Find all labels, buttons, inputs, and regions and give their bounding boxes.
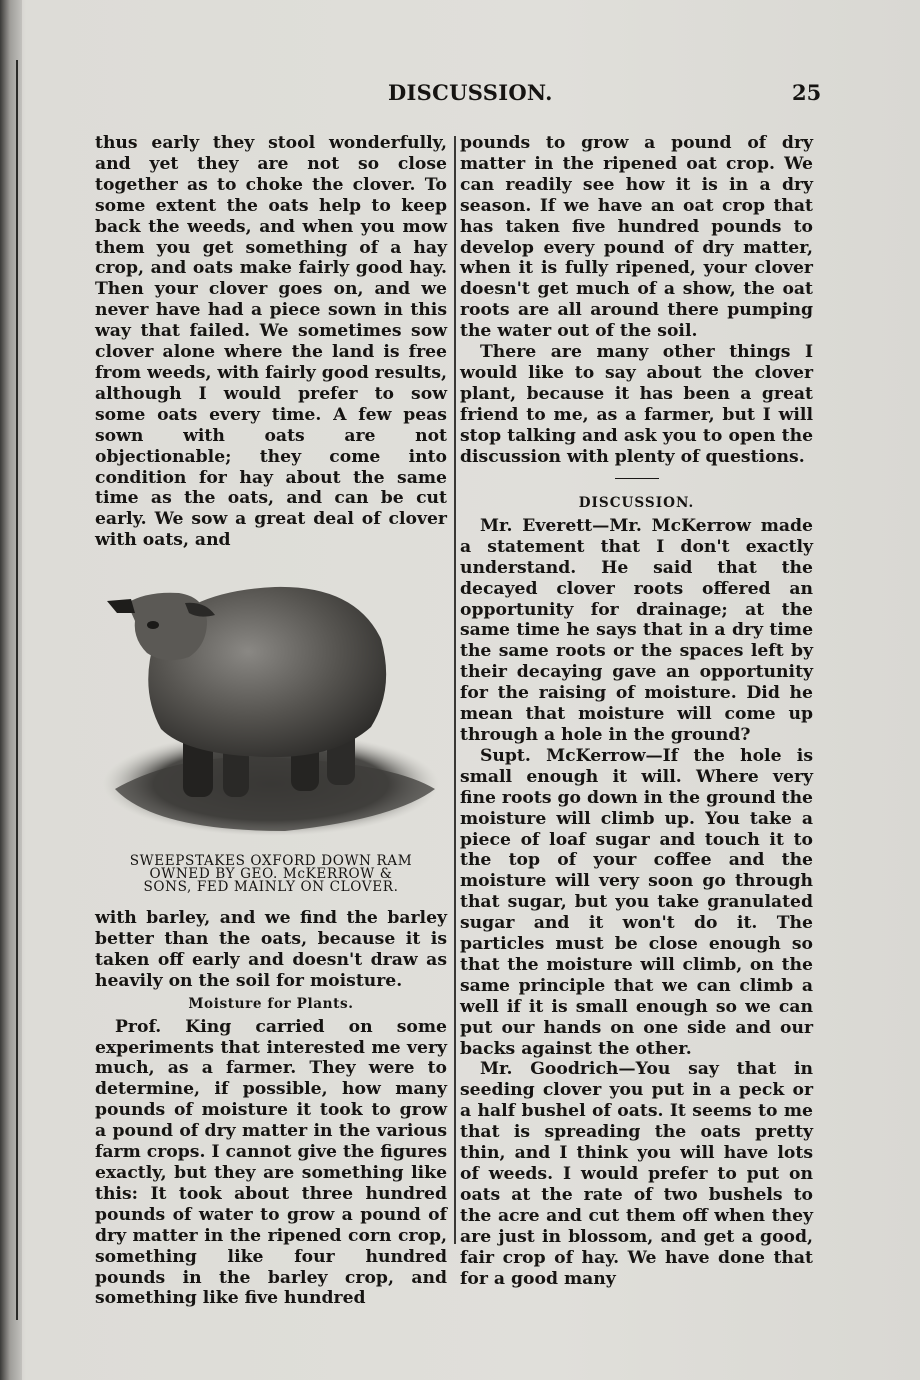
discussion-heading: DISCUSSION. <box>578 495 695 511</box>
right-paragraph-5: Mr. Goodrich—You say that in seeding clover you put in a peck or a half bushel of oats. It seems to me that is spreading the oats pretty thin, and I think you will have lots of weeds. I would prefer to put on oats at the rate of two bushels to the acre and cut them off when they are just in blossom, and get a good, fair crop of hay. We have done that for a good many <box>460 1059 813 1289</box>
left-paragraph-2: with barley, and we find the barley better than the oats, because it is taken off early and doesn't draw as heavily on the soil for moisture. <box>95 908 447 991</box>
sheep-icon <box>95 569 447 849</box>
right-column <box>460 133 813 1289</box>
section-subhead: Moisture for Plants. <box>188 995 354 1012</box>
running-title: DISCUSSION. <box>388 80 553 105</box>
running-head <box>0 80 920 110</box>
right-paragraph-2: There are many other things I would like to say about the clover plant, because it has been a great friend to me, as a farmer, but I will stop talking and ask you to open the discussion with plenty of questions. <box>460 342 813 467</box>
caption-line-3: SONS, FED MAINLY ON CLOVER. <box>143 879 399 896</box>
left-column <box>95 133 447 1309</box>
page-number: 25 <box>792 80 822 105</box>
right-paragraph-3: Mr. Everett—Mr. McKerrow made a statement that I don't exactly understand. He said that the decayed clover roots offered an opportunity for drainage; at the same time he says that in a dry time the same roots or the spaces left by their decaying gave an opportunity for the raising of moisture. Did he mean that moisture will come up through a hole in the ground? <box>460 515 813 745</box>
right-paragraph-4: Supt. McKerrow—If the hole is small enough it will. Where very fine roots go down in the ground the moisture will climb up. You take a piece of loaf sugar and touch it to the top of your coffee and the moisture will very soon go through that sugar, but you take granulated sugar and it won't do it. The particles must be close enough so that the moisture will climb, on the same principle that we can climb a well if it is small enough so we can put our hands on one side and our backs against the other. <box>460 745 813 1059</box>
left-paragraph-3: Prof. King carried on some experiments that interested me very much, as a farmer. They were to determine, if possible, how many pounds of moisture it took to grow a pound of dry matter in the various farm crops. I cannot give the figures exactly, but they are something like this: It took about three hundred pounds of water to grow a pound of dry matter in the ripened corn crop, something like four hundred pounds in the barley crop, and something like five hundred <box>95 1016 447 1309</box>
caption-line-2: OWNED BY GEO. McKERROW & <box>149 866 393 883</box>
right-paragraph-1: pounds to grow a pound of dry matter in the ripened oat crop. We can readily see how it is in a dry season. If we have an oat crop that has taken five hundred pounds to develop every pound of dry matter, when it is fully ripened, your clover doesn't get much of a show, the oat roots are all around there pumping the water out of the soil. <box>460 133 813 342</box>
column-divider <box>454 136 456 1244</box>
ram-illustration <box>95 569 447 849</box>
illustration-caption <box>95 855 447 894</box>
caption-line-1: SWEEPSTAKES OXFORD DOWN RAM <box>129 853 413 870</box>
left-paragraph-1: thus early they stool wonderfully, and yet they are not so close together as to choke the clover. To some extent the oats help to keep back the weeds, and when you mow them you get something of a hay crop, and oats make fairly good hay. Then your clover goes on, and we never have had a piece sown in this way that failed. We sometimes sow clover alone where the land is free from weeds, with fairly good results, although I would prefer to sow some oats every time. A few peas sown with oats are not objectionable; they come into condition for hay about the same time as the oats, and can be cut early. We sow a great deal of clover with oats, and <box>95 133 448 551</box>
section-rule <box>615 478 659 480</box>
book-binding-edge <box>0 0 22 1380</box>
